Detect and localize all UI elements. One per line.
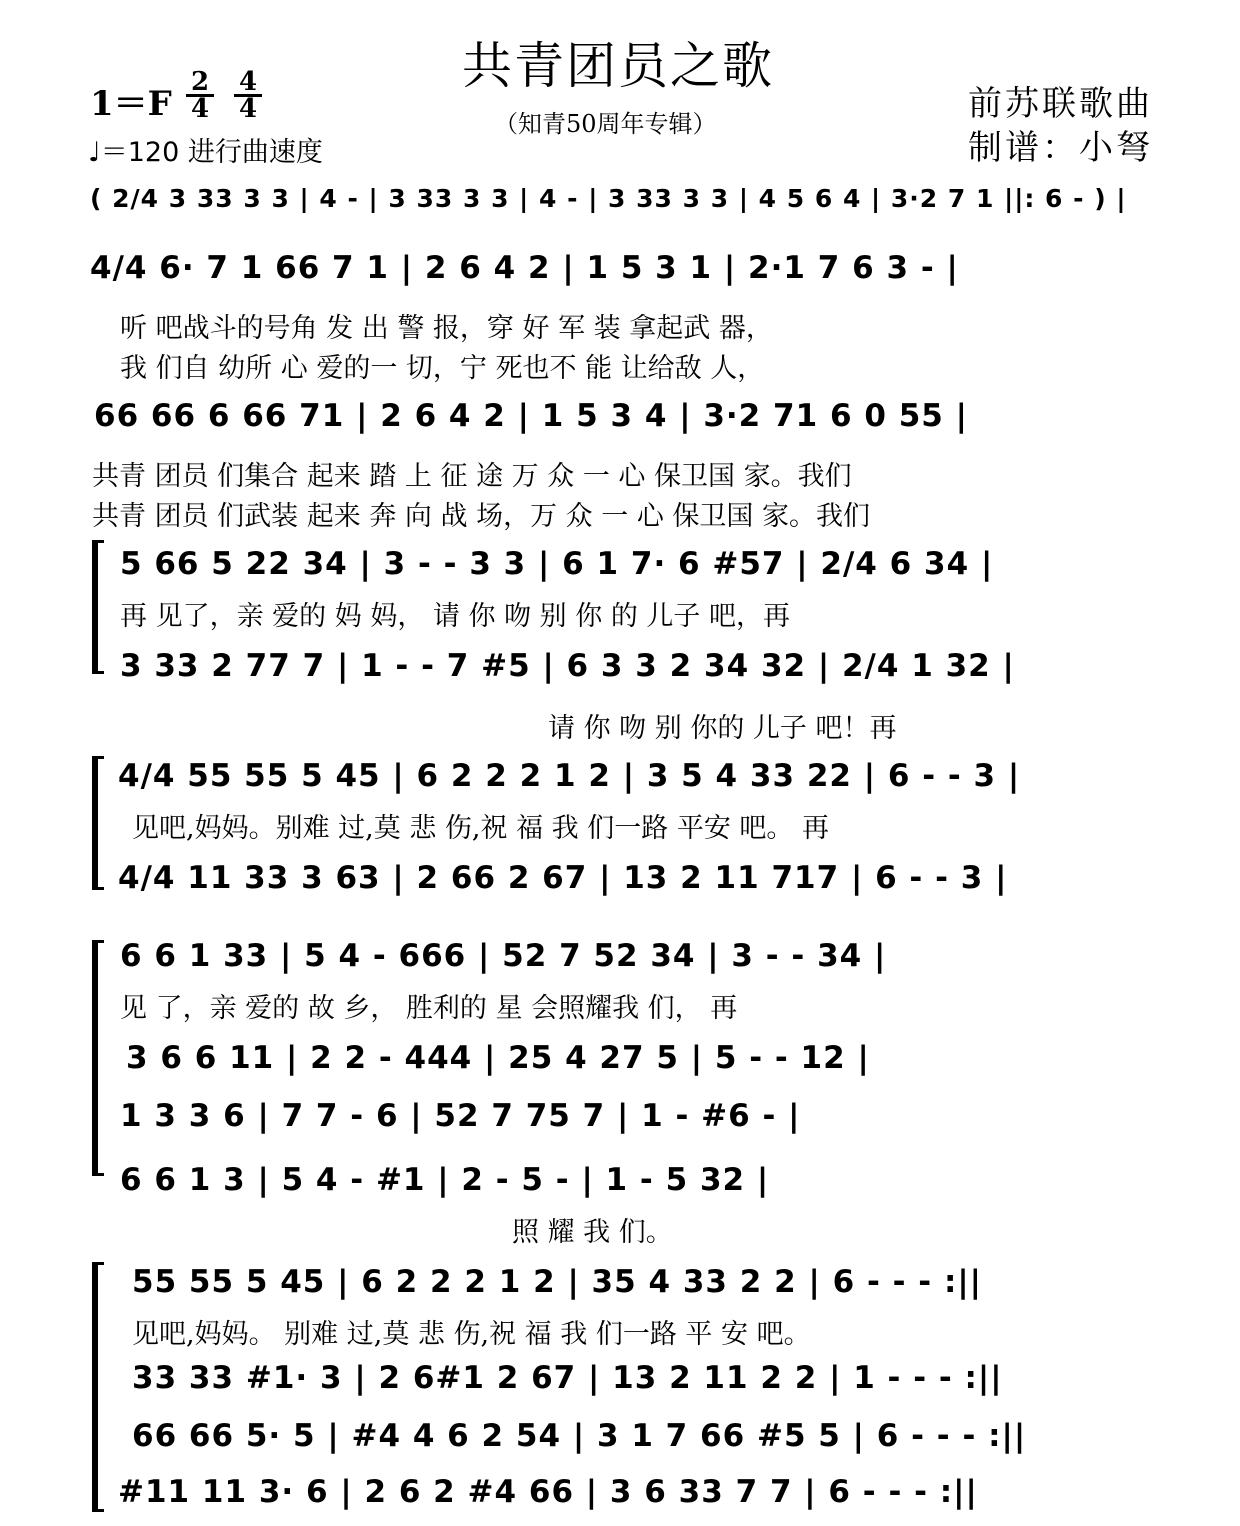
- lyric-line: 见 了，亲 爱的 故 乡， 胜利的 星 会照耀我 们， 再: [120, 993, 738, 1024]
- lyric-line: 照 耀 我 们。: [512, 1217, 673, 1248]
- notation-line: 3 6 6 11 | 2 2 - 444 | 25 4 27 5 | 5 - - 12 |: [126, 1040, 870, 1076]
- arranger-credit: 制谱：小弩: [968, 128, 1153, 168]
- lyric-line: 再 见了，亲 爱的 妈 妈， 请 你 吻 别 你 的 儿子 吧，再: [120, 601, 790, 632]
- notation-line: 1 3 3 6 | 7 7 - 6 | 52 7 75 7 | 1 - #6 - |: [120, 1098, 801, 1134]
- system-bracket: [92, 1262, 104, 1512]
- time-signature-1: 2 4: [186, 70, 214, 121]
- notation-line: 4/4 11 33 3 63 | 2 66 2 67 | 13 2 11 717 | 6 - - 3 |: [118, 860, 1008, 896]
- notation-line: #11 11 3· 6 | 2 6 2 #4 66 | 3 6 33 7 7 | 6 - - - :||: [118, 1474, 978, 1510]
- notation-line: 55 55 5 45 | 6 2 2 2 1 2 | 35 4 33 2 2 | 6 - - - :||: [132, 1264, 983, 1300]
- time-signature-2: 4 4: [234, 70, 262, 121]
- tempo-marking: ♩＝120 进行曲速度: [88, 137, 323, 168]
- notation-line: 3 33 2 77 7 | 1 - - 7 #5 | 6 3 3 2 34 32 | 2/4 1 32 |: [120, 648, 1015, 684]
- notation-line: 66 66 6 66 71 | 2 6 4 2 | 1 5 3 4 | 3·2 71 6 0 55 |: [94, 398, 968, 434]
- lyric-line: 我 们自 幼所 心 爱的一 切，宁 死也不 能 让给敌 人，: [120, 353, 765, 384]
- system-bracket: [92, 756, 104, 890]
- notation-line: 4/4 55 55 5 45 | 6 2 2 2 1 2 | 3 5 4 33 22 | 6 - - 3 |: [118, 758, 1021, 794]
- source-credit: 前苏联歌曲: [968, 84, 1153, 124]
- notation-line: 4/4 6· 7 1 66 7 1 | 2 6 4 2 | 1 5 3 1 | 2·1 7 6 3 - |: [90, 250, 959, 286]
- system-bracket: [92, 540, 104, 674]
- notation-line: 6 6 1 3 | 5 4 - #1 | 2 - 5 - | 1 - 5 32 |: [120, 1162, 770, 1198]
- notation-line: 5 66 5 22 34 | 3 - - 3 3 | 6 1 7· 6 #57 | 2/4 6 34 |: [120, 546, 994, 582]
- subtitle: （知青50周年专辑）: [494, 110, 717, 138]
- key-signature: 1＝F: [90, 84, 172, 124]
- notation-line: 6 6 1 33 | 5 4 - 666 | 52 7 52 34 | 3 - - 34 |: [120, 938, 887, 974]
- notation-line: ( 2/4 3 33 3 3 | 4 - | 3 33 3 3 | 4 - | 3 33 3 3 | 4 5 6 4 | 3·2 7 1 ||: 6 - ) |: [90, 184, 1127, 213]
- lyric-line: 请 你 吻 别 你的 儿子 吧！再: [548, 713, 897, 744]
- lyric-line: 共青 团员 们武装 起来 奔 向 战 场，万 众 一 心 保卫国 家。我们: [92, 501, 870, 532]
- lyric-line: 见吧,妈妈。 别难 过,莫 悲 伤,祝 福 我 们一路 平 安 吧。: [132, 1319, 811, 1350]
- notation-line: 66 66 5· 5 | #4 4 6 2 54 | 3 1 7 66 #5 5 | 6 - - - :||: [132, 1418, 1027, 1454]
- lyric-line: 共青 团员 们集合 起来 踏 上 征 途 万 众 一 心 保卫国 家。我们: [92, 461, 852, 492]
- lyric-line: 见吧,妈妈。别难 过,莫 悲 伤,祝 福 我 们一路 平安 吧。 再: [132, 813, 829, 844]
- notation-line: 33 33 #1· 3 | 2 6#1 2 67 | 13 2 11 2 2 | 1 - - - :||: [132, 1360, 1003, 1396]
- lyric-line: 听 吧战斗的号角 发 出 警 报，穿 好 军 装 拿起武 器，: [120, 313, 773, 344]
- system-bracket: [92, 940, 104, 1176]
- page-title: 共青团员之歌: [462, 37, 774, 95]
